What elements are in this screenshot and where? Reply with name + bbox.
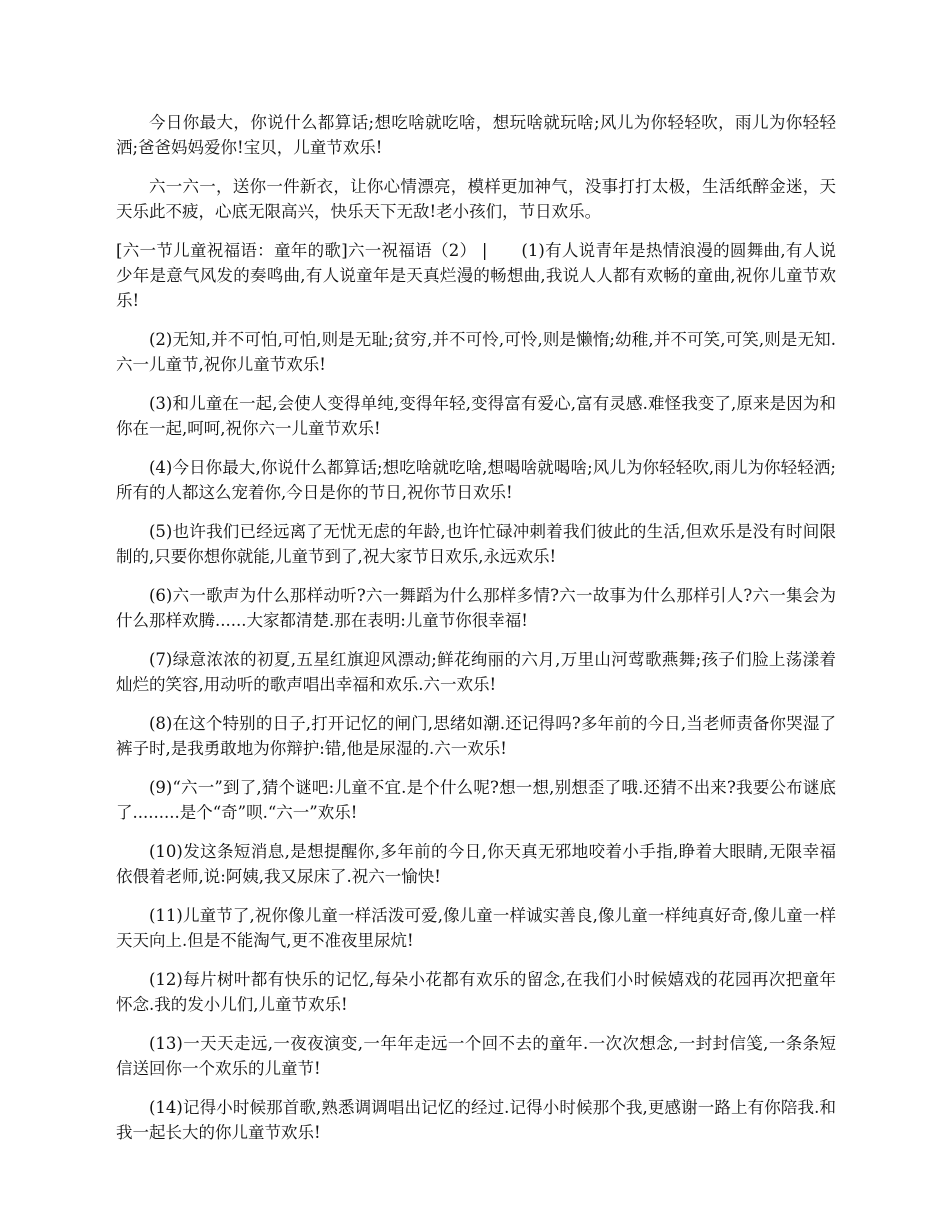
paragraph-6: (4)今日你最大,你说什么都算话;想吃啥就吃啥,想喝啥就喝啥;风儿为你轻轻吹,雨儿为你轻轻洒;所有的人都这么宠着你,今日是你的节日,祝你节日欢乐! [116, 458, 836, 502]
paragraph-3: [六一节儿童祝福语：童年的歌]六一祝福语（2） | (1)有人说青年是热情浪漫的圆舞曲,有人说少年是意气风发的奏鸣曲,有人说童年是天真烂漫的畅想曲,我说人人都有欢畅的童曲,祝你儿童节欢乐! [116, 241, 836, 310]
paragraph-7: (5)也许我们已经远离了无忧无虑的年龄,也许忙碌冲刺着我们彼此的生活,但欢乐是没有时间限制的,只要你想你就能,儿童节到了,祝大家节日欢乐,永远欢乐! [116, 522, 836, 566]
paragraph-14: (12)每片树叶都有快乐的记忆,每朵小花都有欢乐的留念,在我们小时候嬉戏的花园再次把童年怀念.我的发小儿们,儿童节欢乐! [116, 970, 836, 1014]
paragraph-16: (14)记得小时候那首歌,熟悉调调唱出记忆的经过.记得小时候那个我,更感谢一路上有你陪我.和我一起长大的你儿童节欢乐! [116, 1098, 836, 1142]
paragraph-4: (2)无知,并不可怕,可怕,则是无耻;贫穷,并不可怜,可怜,则是懒惰;幼稚,并不可笑,可笑,则是无知.六一儿童节,祝你儿童节欢乐! [116, 330, 836, 374]
paragraph-11: (9)“六一”到了,猜个谜吧:儿童不宜.是个什么呢?想一想,别想歪了哦.还猜不出来?我要公布谜底了.........是个“奇”呗.“六一”欢乐! [116, 778, 836, 822]
paragraph-8: (6)六一歌声为什么那样动听?六一舞蹈为什么那样多情?六一故事为什么那样引人?六一集会为什么那样欢腾......大家都清楚.那在表明:儿童节你很幸福! [116, 586, 836, 630]
paragraph-1: 今日你最大，你说什么都算话;想吃啥就吃啥，想玩啥就玩啥;风儿为你轻轻吹，雨儿为你轻轻洒;爸爸妈妈爱你!宝贝，儿童节欢乐! [116, 113, 836, 157]
paragraph-10: (8)在这个特别的日子,打开记忆的闸门,思绪如潮.还记得吗?多年前的今日,当老师责备你哭湿了裤子时,是我勇敢地为你辩护:错,他是尿湿的.六一欢乐! [116, 714, 836, 758]
paragraph-12: (10)发这条短消息,是想提醒你,多年前的今日,你天真无邪地咬着小手指,睁着大眼睛,无限幸福依偎着老师,说:阿姨,我又尿床了.祝六一愉快! [116, 842, 836, 886]
paragraph-13: (11)儿童节了,祝你像儿童一样活泼可爱,像儿童一样诚实善良,像儿童一样纯真好奇,像儿童一样天天向上.但是不能淘气,更不准夜里尿炕! [116, 906, 836, 950]
paragraph-15: (13)一天天走远,一夜夜演变,一年年走远一个回不去的童年.一次次想念,一封封信笺,一条条短信送回你一个欢乐的儿童节! [116, 1034, 836, 1078]
document-body [116, 110, 836, 1159]
paragraph-9: (7)绿意浓浓的初夏,五星红旗迎风漂动;鲜花绚丽的六月,万里山河莺歌燕舞;孩子们脸上荡漾着灿烂的笑容,用动听的歌声唱出幸福和欢乐.六一欢乐! [116, 650, 836, 694]
paragraph-2: 六一六一，送你一件新衣，让你心情漂亮，模样更加神气，没事打打太极，生活纸醉金迷，天天乐此不疲，心底无限高兴，快乐天下无敌!老小孩们，节日欢乐。 [116, 177, 836, 221]
paragraph-5: (3)和儿童在一起,会使人变得单纯,变得年轻,变得富有爱心,富有灵感.难怪我变了,原来是因为和你在一起,呵呵,祝你六一儿童节欢乐! [116, 394, 836, 438]
